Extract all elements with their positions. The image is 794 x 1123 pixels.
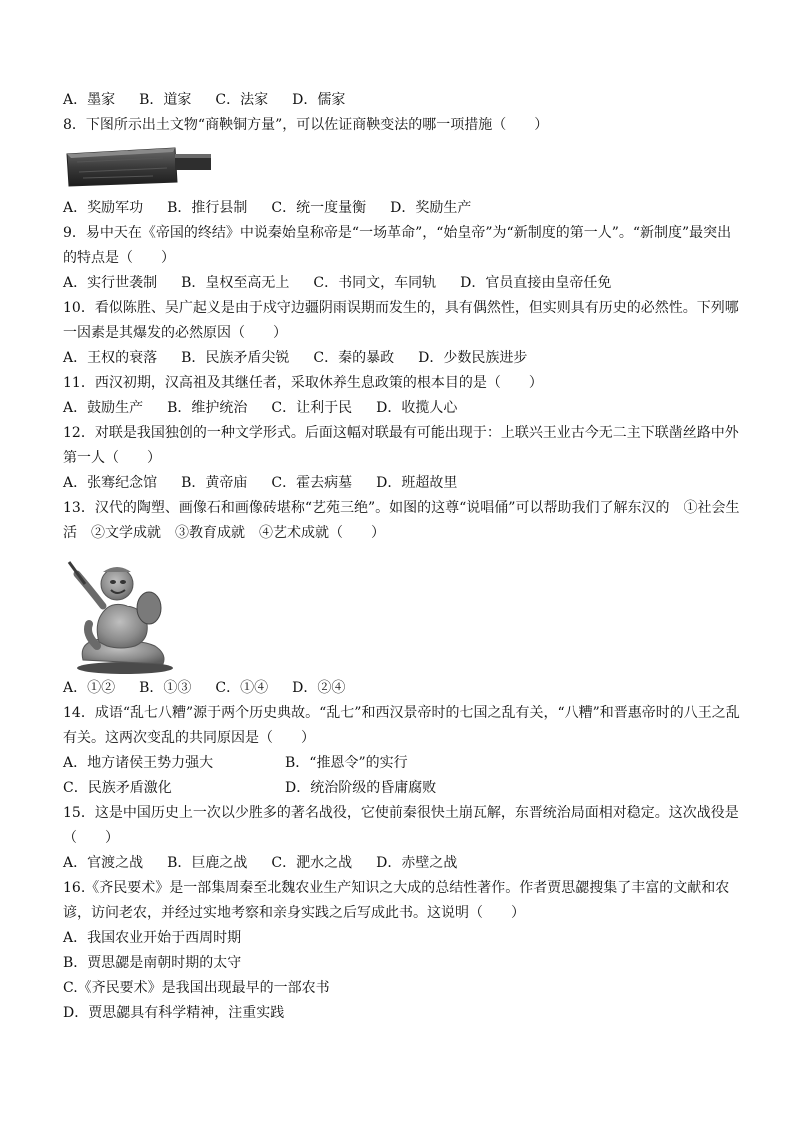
q14-options-row-2	[63, 776, 743, 801]
question-10	[63, 296, 743, 371]
q13-stem-line-1: 13．汉代的陶塑、画像石和画像砖堪称“艺苑三绝”。如图的这尊“说唱俑”可以帮助我们了解东汉的 ①社会生	[63, 500, 740, 516]
q7-option-c: C．法家	[215, 92, 269, 108]
q16-option-d: D．贾思勰具有科学精神，注重实践	[63, 1005, 285, 1021]
q16-option-b: B．贾思勰是南朝时期的太守	[63, 955, 242, 971]
q12-option-d: D．班超故里	[376, 475, 458, 491]
question-11	[63, 371, 743, 421]
q14-option-d: D．统治阶级的昏庸腐败	[285, 780, 437, 796]
q8-option-c: C．统一度量衡	[271, 200, 367, 216]
q15-options	[63, 851, 743, 876]
q10-option-c: C．秦的暴政	[313, 350, 395, 366]
q9-option-a: A．实行世袭制	[63, 275, 158, 291]
q8-stem: 8．下图所示出土文物“商鞅铜方量”，可以佐证商鞅变法的哪一项措施（ ）	[63, 117, 549, 133]
q15-option-d: D．赤壁之战	[376, 855, 458, 871]
q11-stem: 11．西汉初期，汉高祖及其继任者，采取休养生息政策的根本目的是（ ）	[63, 375, 543, 391]
q9-options	[63, 271, 743, 296]
q13-option-c: C．①④	[215, 680, 269, 696]
question-13	[63, 496, 743, 701]
q13-option-d: D．②④	[292, 680, 346, 696]
q15-stem-line-2: （ ）	[63, 830, 119, 846]
q11-option-c: C．让利于民	[271, 400, 353, 416]
q14-options-row-1	[63, 751, 743, 776]
q11-option-d: D．收揽人心	[376, 400, 458, 416]
q9-stem-line-1: 9．易中天在《帝国的终结》中说秦始皇称帝是“一场革命”，“始皇帝”为“新制度的第一人”。“新制度”最突出	[63, 225, 732, 241]
exam-page	[63, 88, 743, 1026]
q14-option-b: B．“推恩令”的实行	[285, 755, 408, 771]
q8-options	[63, 196, 743, 221]
q7-option-d: D．儒家	[292, 92, 346, 108]
q15-option-b: B．巨鹿之战	[167, 855, 248, 871]
q15-option-c: C．淝水之战	[271, 855, 353, 871]
q7-option-b: B．道家	[139, 92, 192, 108]
q12-option-a: A．张骞纪念馆	[63, 475, 158, 491]
question-12	[63, 421, 743, 496]
q9-option-c: C．书同文，车同轨	[313, 275, 437, 291]
question-14	[63, 701, 743, 801]
question-16	[63, 876, 743, 1026]
q10-options	[63, 346, 743, 371]
q16-option-a: A．我国农业开始于西周时期	[63, 930, 242, 946]
q12-stem-line-1: 12．对联是我国独创的一种文学形式。后面这幅对联最有可能出现于：上联兴王业古今无二主下联凿丝路中外	[63, 425, 739, 441]
storyteller-figurine-image	[63, 548, 181, 676]
q7-options	[63, 88, 743, 113]
q8-option-a: A．奖励军功	[63, 200, 144, 216]
q11-option-a: A．鼓励生产	[63, 400, 144, 416]
bronze-measure-image	[63, 138, 213, 196]
q13-stem-line-2: 活 ②文学成就 ③教育成就 ④艺术成就（ ）	[63, 525, 385, 541]
q9-stem-line-2: 的特点是（ ）	[63, 250, 175, 266]
q10-stem-line-1: 10．看似陈胜、吴广起义是由于戍守边疆阴雨误期而发生的，具有偶然性，但实则具有历史的必然性。下列哪	[63, 300, 739, 316]
q12-options	[63, 471, 743, 496]
q14-stem-line-1: 14．成语“乱七八糟”源于两个历史典故。“乱七”和西汉景帝时的七国之乱有关，“八糟”和晋惠帝时的八王之乱	[63, 705, 740, 721]
question-15	[63, 801, 743, 876]
q10-option-b: B．民族矛盾尖锐	[181, 350, 290, 366]
q13-option-a: A．①②	[63, 680, 116, 696]
question-9	[63, 221, 743, 296]
q10-stem-line-2: 一因素是其爆发的必然原因（ ）	[63, 325, 287, 341]
q10-option-d: D．少数民族进步	[418, 350, 528, 366]
q12-option-b: B．黄帝庙	[181, 475, 248, 491]
q11-option-b: B．维护统治	[167, 400, 248, 416]
q8-option-d: D．奖励生产	[390, 200, 472, 216]
q16-stem-line-1: 16.《齐民要术》是一部集周秦至北魏农业生产知识之大成的总结性著作。作者贾思勰搜集了丰富的文献和农	[63, 880, 730, 896]
q11-options	[63, 396, 743, 421]
q14-option-c: C．民族矛盾激化	[63, 780, 172, 796]
q9-option-d: D．官员直接由皇帝任免	[460, 275, 612, 291]
q7-option-a: A．墨家	[63, 92, 116, 108]
q12-option-c: C．霍去病墓	[271, 475, 353, 491]
q9-option-b: B．皇权至高无上	[181, 275, 290, 291]
q16-option-c: C.《齐民要术》是我国出现最早的一部农书	[63, 980, 330, 996]
q8-option-b: B．推行县制	[167, 200, 248, 216]
q12-stem-line-2: 第一人（ ）	[63, 450, 161, 466]
question-8	[63, 113, 743, 221]
q15-option-a: A．官渡之战	[63, 855, 144, 871]
q10-option-a: A．王权的衰落	[63, 350, 158, 366]
q14-option-a: A．地方诸侯王势力强大	[63, 755, 214, 771]
q14-stem-line-2: 有关。这两次变乱的共同原因是（ ）	[63, 730, 315, 746]
q13-options	[63, 676, 743, 701]
q16-stem-line-2: 谚，访问老农，并经过实地考察和亲身实践之后写成此书。这说明（ ）	[63, 905, 525, 921]
q13-option-b: B．①③	[139, 680, 192, 696]
q15-stem-line-1: 15．这是中国历史上一次以少胜多的著名战役，它使前秦很快土崩瓦解，东晋统治局面相对稳定。这次战役是	[63, 805, 739, 821]
